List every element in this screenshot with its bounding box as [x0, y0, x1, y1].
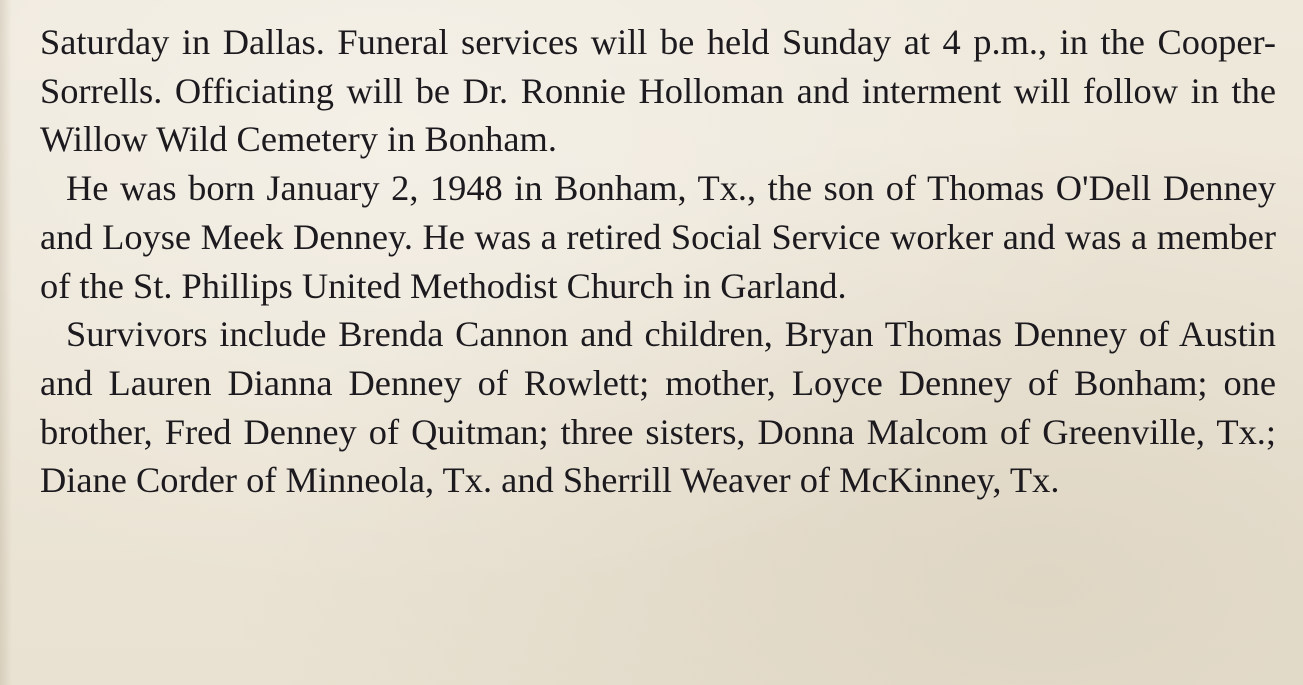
paragraph-biography: He was born January 2, 1948 in Bonham, Tx., the son of Thomas O'Dell Denney and Loyse Meek Denney. He was a retired Social Service worker and was a member of the St. Phillips United Methodist Church in Garland. [40, 168, 1276, 306]
paragraph-funeral-details: Saturday in Dallas. Funeral services will be held Sunday at 4 p.m., in the Cooper-Sorrells. Officiating will be Dr. Ronnie Holloman and interment will follow in the Willow Wild Cemetery in Bonham. [40, 22, 1276, 160]
paragraph-survivors: Survivors include Brenda Cannon and children, Bryan Thomas Denney of Austin and Lauren Dianna Denney of Rowlett; mother, Loyce Denney of Bonham; one brother, Fred Denney of Quitman; three sisters, Donna Malcom of Greenville, Tx.; Diane Corder of Minneola, Tx. and Sherrill Weaver of McKinney, Tx. [40, 314, 1276, 501]
obituary-text [40, 18, 1276, 505]
paper-edge-shadow [0, 0, 12, 685]
